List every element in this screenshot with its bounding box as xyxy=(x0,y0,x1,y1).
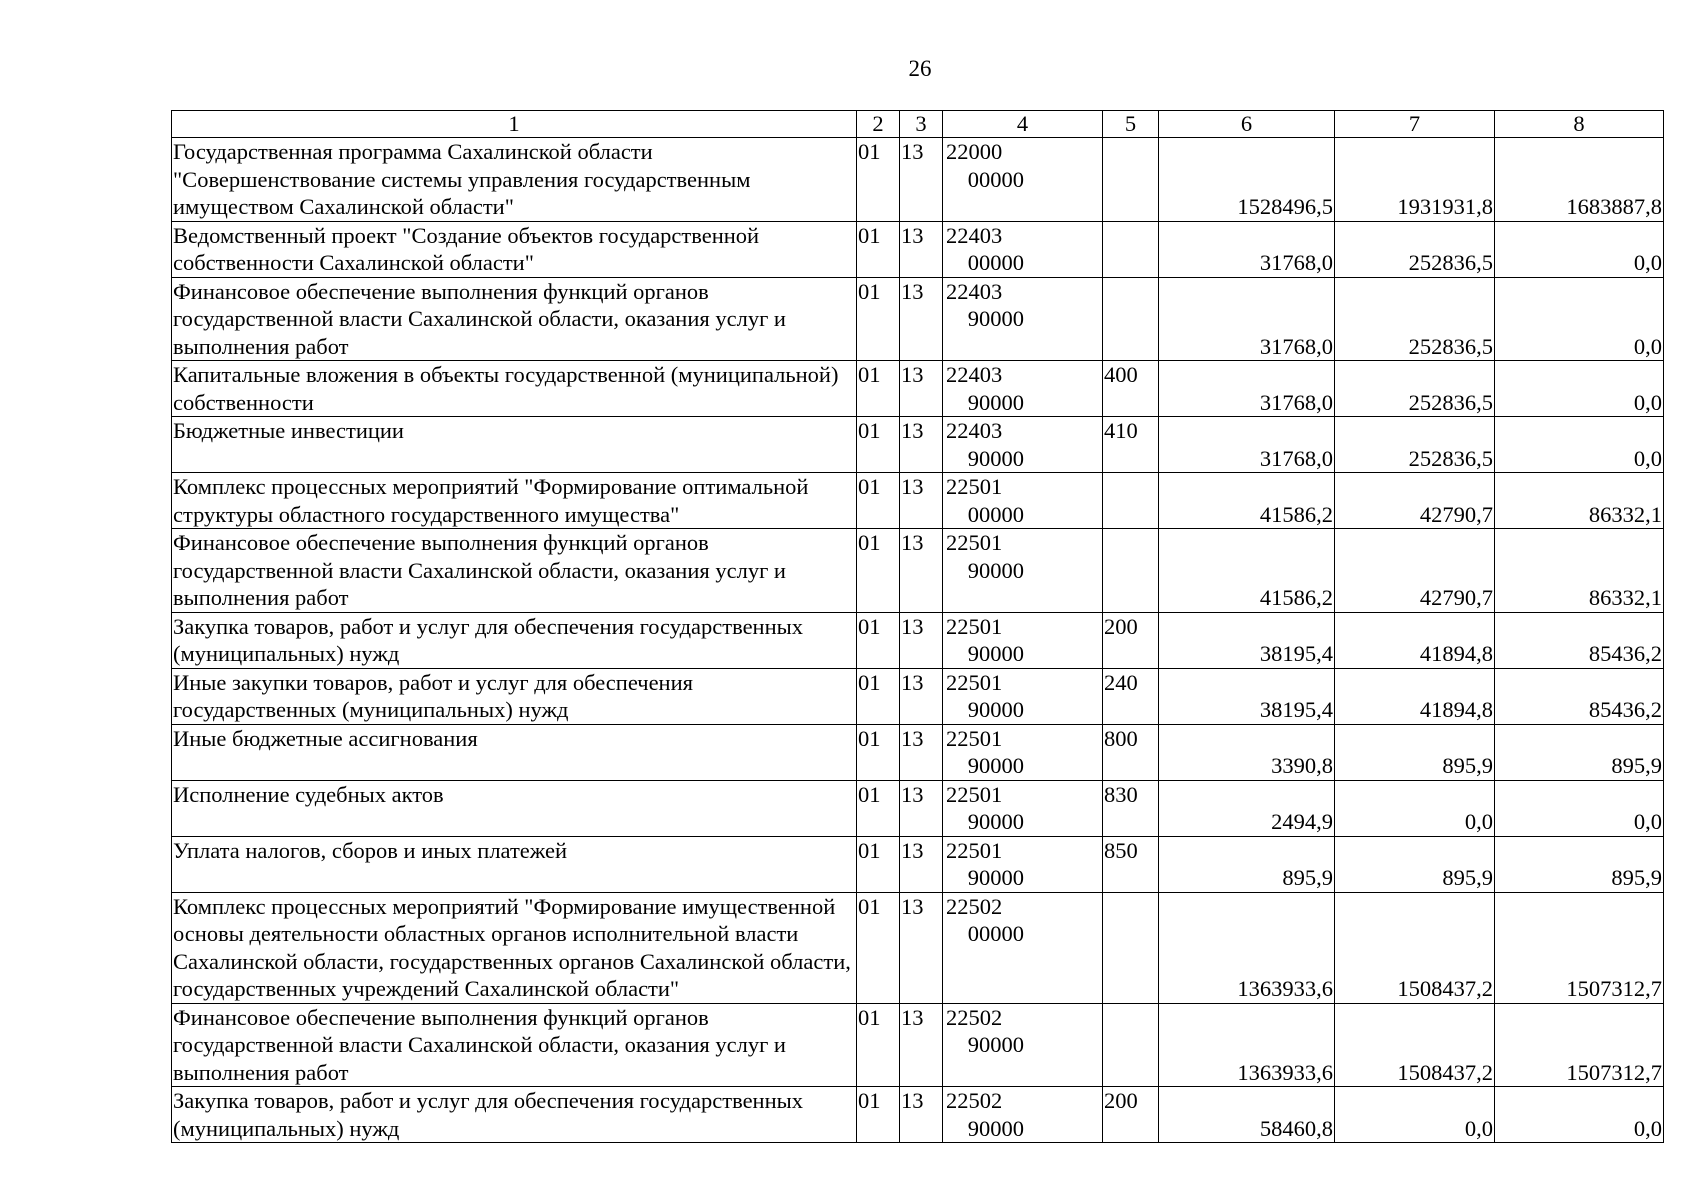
section-code-cell: 01 xyxy=(857,612,900,668)
direction-code: 00000 xyxy=(967,921,1024,946)
table-row xyxy=(172,1087,1664,1143)
direction-code: 90000 xyxy=(967,753,1024,778)
amount-col8-cell: 0,0 xyxy=(1495,277,1664,361)
header-cell: 1 xyxy=(172,111,857,138)
section-code-cell: 01 xyxy=(857,668,900,724)
section-code-cell: 01 xyxy=(857,836,900,892)
amount-col7-cell: 1931931,8 xyxy=(1335,138,1495,222)
direction-code: 90000 xyxy=(967,306,1024,331)
direction-code: 00000 xyxy=(967,250,1024,275)
amount-col6-cell: 895,9 xyxy=(1159,836,1335,892)
target-article-cell xyxy=(943,417,1103,473)
section-code-cell: 01 xyxy=(857,1087,900,1143)
amount-col6-cell: 1363933,6 xyxy=(1159,1003,1335,1087)
amount-col7-cell: 0,0 xyxy=(1335,780,1495,836)
direction-code: 90000 xyxy=(967,865,1024,890)
direction-code: 90000 xyxy=(967,445,1024,471)
table-row xyxy=(172,612,1664,668)
program-code: 22501 xyxy=(946,781,1003,807)
header-cell: 3 xyxy=(900,111,943,138)
row-name-cell: Финансовое обеспечение выполнения функций органов государственной власти Сахалинской области, оказания услуг и выполнения работ xyxy=(172,529,857,613)
program-code: 22501 xyxy=(946,669,1003,695)
amount-col7-cell: 1508437,2 xyxy=(1335,892,1495,1003)
header-cell: 8 xyxy=(1495,111,1664,138)
direction-code: 90000 xyxy=(967,1032,1024,1057)
row-name-cell: Ведомственный проект "Создание объектов государственной собственности Сахалинской области" xyxy=(172,221,857,277)
subsection-code-cell: 13 xyxy=(900,221,943,277)
table-row xyxy=(172,473,1664,529)
direction-code: 90000 xyxy=(967,697,1024,722)
amount-col7-cell: 42790,7 xyxy=(1335,529,1495,613)
table-row xyxy=(172,668,1664,724)
amount-col7-cell: 41894,8 xyxy=(1335,612,1495,668)
header-cell: 6 xyxy=(1159,111,1335,138)
row-name-cell: Комплекс процессных мероприятий "Формирование оптимальной структуры областного государственного имущества" xyxy=(172,473,857,529)
header-cell: 5 xyxy=(1103,111,1159,138)
row-name-cell: Капитальные вложения в объекты государственной (муниципальной) собственности xyxy=(172,361,857,417)
target-article-cell xyxy=(943,138,1103,222)
target-article-cell xyxy=(943,529,1103,613)
amount-col8-cell: 1507312,7 xyxy=(1495,1003,1664,1087)
subsection-code-cell: 13 xyxy=(900,612,943,668)
table-row xyxy=(172,529,1664,613)
program-code: 22501 xyxy=(946,837,1003,863)
amount-col7-cell: 252836,5 xyxy=(1335,221,1495,277)
table-row xyxy=(172,361,1664,417)
amount-col6-cell: 38195,4 xyxy=(1159,612,1335,668)
program-code: 22501 xyxy=(946,613,1003,639)
amount-col8-cell: 0,0 xyxy=(1495,1087,1664,1143)
section-code-cell: 01 xyxy=(857,529,900,613)
table-row xyxy=(172,417,1664,473)
amount-col8-cell: 85436,2 xyxy=(1495,612,1664,668)
section-code-cell: 01 xyxy=(857,417,900,473)
target-article-cell xyxy=(943,277,1103,361)
amount-col8-cell: 895,9 xyxy=(1495,724,1664,780)
expense-type-cell: 830 xyxy=(1103,780,1159,836)
section-code-cell: 01 xyxy=(857,780,900,836)
direction-code: 90000 xyxy=(967,557,1024,583)
section-code-cell: 01 xyxy=(857,892,900,1003)
expense-type-cell xyxy=(1103,221,1159,277)
amount-col6-cell: 41586,2 xyxy=(1159,529,1335,613)
expense-type-cell: 400 xyxy=(1103,361,1159,417)
expense-type-cell xyxy=(1103,277,1159,361)
target-article-cell xyxy=(943,1003,1103,1087)
target-article-cell xyxy=(943,724,1103,780)
amount-col6-cell: 2494,9 xyxy=(1159,780,1335,836)
direction-code: 90000 xyxy=(967,809,1024,834)
expense-type-cell xyxy=(1103,1003,1159,1087)
target-article-cell xyxy=(943,221,1103,277)
table-row xyxy=(172,277,1664,361)
target-article-cell xyxy=(943,892,1103,1003)
row-name-cell: Иные бюджетные ассигнования xyxy=(172,724,857,780)
amount-col8-cell: 85436,2 xyxy=(1495,668,1664,724)
expense-type-cell: 850 xyxy=(1103,836,1159,892)
budget-table xyxy=(171,110,1664,1143)
expense-type-cell: 240 xyxy=(1103,668,1159,724)
target-article-cell xyxy=(943,1087,1103,1143)
table-row xyxy=(172,892,1664,1003)
program-code: 22000 xyxy=(946,139,1003,164)
row-name-cell: Бюджетные инвестиции xyxy=(172,417,857,473)
program-code: 22501 xyxy=(946,530,1003,555)
amount-col8-cell: 0,0 xyxy=(1495,780,1664,836)
subsection-code-cell: 13 xyxy=(900,417,943,473)
target-article-cell xyxy=(943,612,1103,668)
program-code: 22501 xyxy=(946,474,1003,499)
subsection-code-cell: 13 xyxy=(900,1003,943,1087)
direction-code: 90000 xyxy=(967,389,1024,415)
subsection-code-cell: 13 xyxy=(900,138,943,222)
amount-col6-cell: 1363933,6 xyxy=(1159,892,1335,1003)
amount-col8-cell: 895,9 xyxy=(1495,836,1664,892)
table-row xyxy=(172,138,1664,222)
direction-code: 90000 xyxy=(967,1115,1024,1141)
subsection-code-cell: 13 xyxy=(900,1087,943,1143)
row-name-cell: Исполнение судебных актов xyxy=(172,780,857,836)
subsection-code-cell: 13 xyxy=(900,473,943,529)
direction-code: 00000 xyxy=(967,166,1024,192)
amount-col6-cell: 31768,0 xyxy=(1159,361,1335,417)
section-code-cell: 01 xyxy=(857,138,900,222)
program-code: 22501 xyxy=(946,725,1003,751)
header-cell: 2 xyxy=(857,111,900,138)
amount-col7-cell: 895,9 xyxy=(1335,836,1495,892)
row-name-cell: Уплата налогов, сборов и иных платежей xyxy=(172,836,857,892)
expense-type-cell xyxy=(1103,892,1159,1003)
amount-col6-cell: 3390,8 xyxy=(1159,724,1335,780)
header-cell: 7 xyxy=(1335,111,1495,138)
section-code-cell: 01 xyxy=(857,221,900,277)
amount-col7-cell: 252836,5 xyxy=(1335,277,1495,361)
amount-col7-cell: 895,9 xyxy=(1335,724,1495,780)
row-name-cell: Закупка товаров, работ и услуг для обеспечения государственных (муниципальных) нужд xyxy=(172,1087,857,1143)
amount-col6-cell: 31768,0 xyxy=(1159,277,1335,361)
target-article-cell xyxy=(943,780,1103,836)
subsection-code-cell: 13 xyxy=(900,529,943,613)
amount-col6-cell: 31768,0 xyxy=(1159,221,1335,277)
amount-col7-cell: 252836,5 xyxy=(1335,361,1495,417)
expense-type-cell: 200 xyxy=(1103,1087,1159,1143)
expense-type-cell xyxy=(1103,529,1159,613)
direction-code: 90000 xyxy=(967,641,1024,666)
row-name-cell: Иные закупки товаров, работ и услуг для обеспечения государственных (муниципальных) нужд xyxy=(172,668,857,724)
target-article-cell xyxy=(943,361,1103,417)
row-name-cell: Финансовое обеспечение выполнения функций органов государственной власти Сахалинской области, оказания услуг и выполнения работ xyxy=(172,1003,857,1087)
expense-type-cell: 200 xyxy=(1103,612,1159,668)
section-code-cell: 01 xyxy=(857,277,900,361)
amount-col7-cell: 1508437,2 xyxy=(1335,1003,1495,1087)
subsection-code-cell: 13 xyxy=(900,277,943,361)
table-row xyxy=(172,221,1664,277)
table-row xyxy=(172,724,1664,780)
amount-col8-cell: 86332,1 xyxy=(1495,473,1664,529)
target-article-cell xyxy=(943,473,1103,529)
target-article-cell xyxy=(943,836,1103,892)
row-name-cell: Комплекс процессных мероприятий "Формирование имущественной основы деятельности областных органов исполнительной власти Сахалинской области, государственных органов Сахалинской области, государственных учреждений Сахалинской области" xyxy=(172,892,857,1003)
section-code-cell: 01 xyxy=(857,361,900,417)
amount-col6-cell: 1528496,5 xyxy=(1159,138,1335,222)
amount-col6-cell: 41586,2 xyxy=(1159,473,1335,529)
header-cell: 4 xyxy=(943,111,1103,138)
amount-col6-cell: 38195,4 xyxy=(1159,668,1335,724)
table-header-row xyxy=(172,111,1664,138)
table-row xyxy=(172,1003,1664,1087)
amount-col8-cell: 1507312,7 xyxy=(1495,892,1664,1003)
expense-type-cell: 800 xyxy=(1103,724,1159,780)
program-code: 22403 xyxy=(946,278,1003,304)
amount-col8-cell: 1683887,8 xyxy=(1495,138,1664,222)
amount-col7-cell: 0,0 xyxy=(1335,1087,1495,1143)
amount-col7-cell: 252836,5 xyxy=(1335,417,1495,473)
amount-col6-cell: 58460,8 xyxy=(1159,1087,1335,1143)
page-number: 26 xyxy=(908,56,932,81)
subsection-code-cell: 13 xyxy=(900,892,943,1003)
row-name-cell: Финансовое обеспечение выполнения функций органов государственной власти Сахалинской области, оказания услуг и выполнения работ xyxy=(172,277,857,361)
expense-type-cell: 410 xyxy=(1103,417,1159,473)
subsection-code-cell: 13 xyxy=(900,836,943,892)
program-code: 22403 xyxy=(946,222,1003,248)
amount-col8-cell: 0,0 xyxy=(1495,361,1664,417)
program-code: 22502 xyxy=(946,893,1003,919)
subsection-code-cell: 13 xyxy=(900,668,943,724)
row-name-cell: Закупка товаров, работ и услуг для обеспечения государственных (муниципальных) нужд xyxy=(172,612,857,668)
program-code: 22502 xyxy=(946,1088,1003,1113)
program-code: 22403 xyxy=(946,418,1003,443)
direction-code: 00000 xyxy=(967,501,1024,527)
expense-type-cell xyxy=(1103,138,1159,222)
section-code-cell: 01 xyxy=(857,473,900,529)
row-name-cell: Государственная программа Сахалинской области "Совершенствование системы управления государственным имуществом Сахалинской области" xyxy=(172,138,857,222)
subsection-code-cell: 13 xyxy=(900,724,943,780)
program-code: 22403 xyxy=(946,362,1003,387)
table-row xyxy=(172,836,1664,892)
amount-col8-cell: 0,0 xyxy=(1495,417,1664,473)
target-article-cell xyxy=(943,668,1103,724)
section-code-cell: 01 xyxy=(857,724,900,780)
subsection-code-cell: 13 xyxy=(900,780,943,836)
subsection-code-cell: 13 xyxy=(900,361,943,417)
expense-type-cell xyxy=(1103,473,1159,529)
amount-col8-cell: 86332,1 xyxy=(1495,529,1664,613)
program-code: 22502 xyxy=(946,1004,1003,1030)
amount-col6-cell: 31768,0 xyxy=(1159,417,1335,473)
section-code-cell: 01 xyxy=(857,1003,900,1087)
amount-col8-cell: 0,0 xyxy=(1495,221,1664,277)
amount-col7-cell: 41894,8 xyxy=(1335,668,1495,724)
table-row xyxy=(172,780,1664,836)
amount-col7-cell: 42790,7 xyxy=(1335,473,1495,529)
